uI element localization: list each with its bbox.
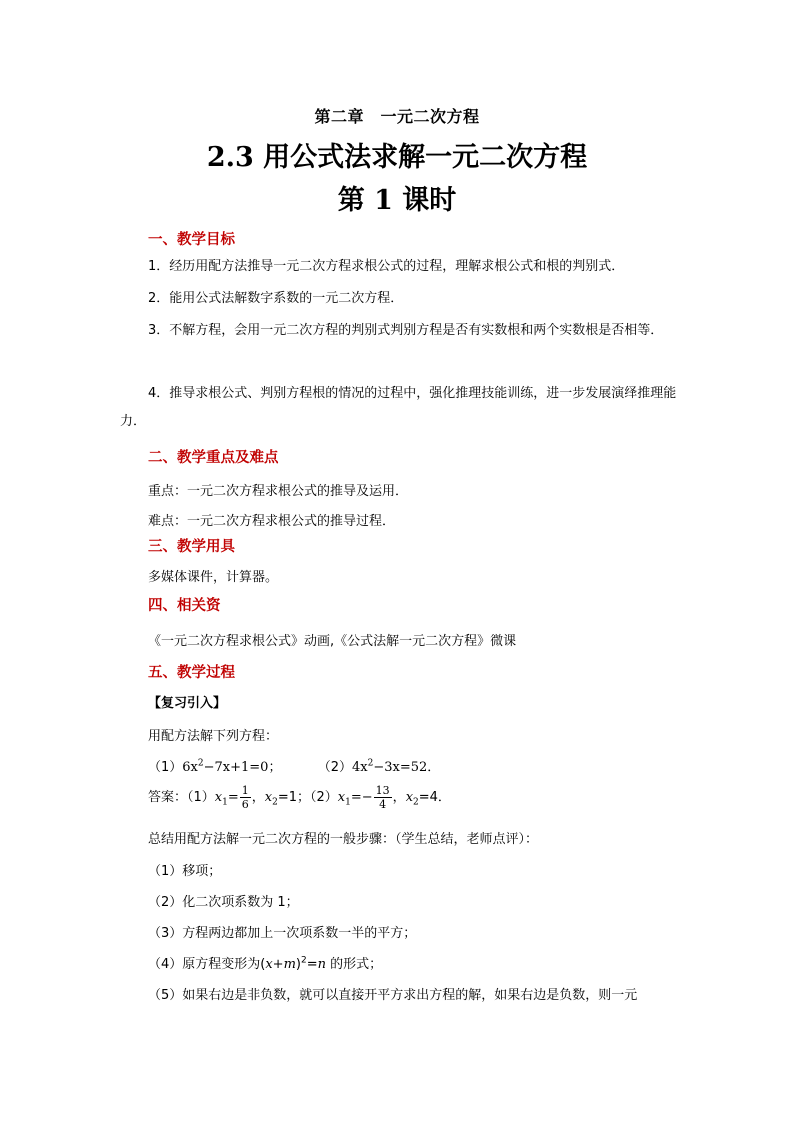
- key-point-difficulty: 难点：一元二次方程求根公式的推导过程．: [148, 514, 396, 529]
- section-resources: 四、相关资: [148, 598, 221, 614]
- key-point-focus: 重点：一元二次方程求根公式的推导及运用．: [148, 484, 409, 499]
- step-5: （5）如果右边是非负数，就可以直接开平方求出方程的解，如果右边是负数，则一元: [148, 988, 638, 1003]
- step-1: （1）移项；: [148, 864, 222, 879]
- objective-2: 2．能用公式法解数字系数的一元二次方程．: [148, 291, 404, 306]
- objective-3: 3．不解方程，会用一元二次方程的判别式判别方程是否有实数根和两个实数根是否相等．: [148, 323, 664, 338]
- answer-fraction-2: $\frac{13}{4}$: [375, 784, 390, 811]
- review-heading: 【复习引入】: [148, 696, 227, 711]
- step-4: （4）原方程变形为$(x+m)^2=n$ 的形式；: [148, 955, 383, 972]
- review-equations: $(1)6x^2-7x+1=0$； $(2)4x^2-3x=52$．: [148, 758, 441, 775]
- lesson-title: 2.3 用公式法求解一元二次方程: [206, 142, 588, 173]
- step-2: （2）化二次项系数为 1；: [148, 895, 299, 910]
- section-tools: 三、教学用具: [148, 539, 235, 555]
- summary-text: 总结用配方法解一元二次方程的一般步骤：（学生总结，老师点评）：: [148, 832, 539, 847]
- chapter-heading: 第二章 一元二次方程: [314, 107, 480, 126]
- section-process: 五、教学过程: [148, 665, 235, 681]
- objective-1: 1．经历用配方法推导一元二次方程求根公式的过程，理解求根公式和根的判别式．: [148, 259, 625, 274]
- section-objectives: 一、教学目标: [148, 232, 235, 248]
- review-answers: 答案：$(1)x_1=$ $\frac{1}{6}$ ，$x_2=1$；$(2)x_1=-$ $\frac{13}{4}$ ，$x_2=4$．: [148, 784, 451, 811]
- answer-fraction-1: $\frac{1}{6}$: [241, 784, 249, 811]
- resources-text: 《一元二次方程求根公式》动画,《公式法解一元二次方程》微课: [148, 634, 517, 649]
- step-3: （3）方程两边都加上一次项系数一半的平方；: [148, 926, 417, 941]
- lesson-subtitle: 第 1 课时: [337, 185, 457, 216]
- objective-4: 4．推导求根公式、判别方程根的情况的过程中，强化推理技能训练，进一步发展演绎推理能力．: [120, 386, 677, 429]
- section-key-points: 二、教学重点及难点: [148, 450, 279, 466]
- review-intro: 用配方法解下列方程：: [148, 729, 279, 744]
- tools-text: 多媒体课件，计算器。: [148, 570, 279, 585]
